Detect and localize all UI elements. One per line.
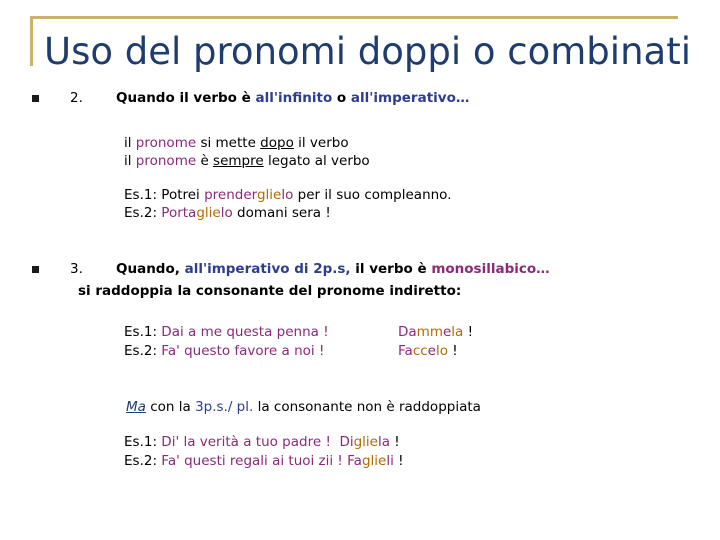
point2-example-2-left: Es.2: Fa' questo favore a noi ! [124,343,325,359]
frame-left-rule [30,16,33,66]
point2-example-1-left: Es.1: Dai a me questa penna ! [124,324,329,340]
bullet-1 [32,95,39,102]
point2-example-4: Es.2: Fa' questi regali ai tuoi zii ! Faglieli ! [124,453,404,469]
point2-example-3: Es.1: Di' la verità a tuo padre ! Digliela ! [124,434,400,450]
point1-rule-1: il pronome si mette dopo il verbo [124,135,349,151]
point2-heading: Quando, all'imperativo di 2p.s, il verbo è monosillabico… [116,261,550,277]
point1-example-2: Es.2: Portaglielo domani sera ! [124,205,331,221]
point2-number: 3. [70,261,83,277]
frame-top-rule [30,16,678,19]
point1-number: 2. [70,90,83,106]
point2-note: Ma con la 3p.s./ pl. la consonante non è raddoppiata [126,399,481,415]
point2-heading-line2: si raddoppia la consonante del pronome indiretto: [78,283,462,299]
point1-example-1: Es.1: Potrei prenderglielo per il suo compleanno. [124,187,452,203]
slide-title: Uso del pronomi doppi o combinati [44,30,691,73]
point1-rule-2: il pronome è sempre legato al verbo [124,153,370,169]
bullet-2 [32,266,39,273]
point2-example-1-right: Dammela ! [398,324,474,340]
point2-example-2-right: Faccelo ! [398,343,458,359]
point1-heading: Quando il verbo è all'infinito o all'imperativo… [116,90,470,106]
